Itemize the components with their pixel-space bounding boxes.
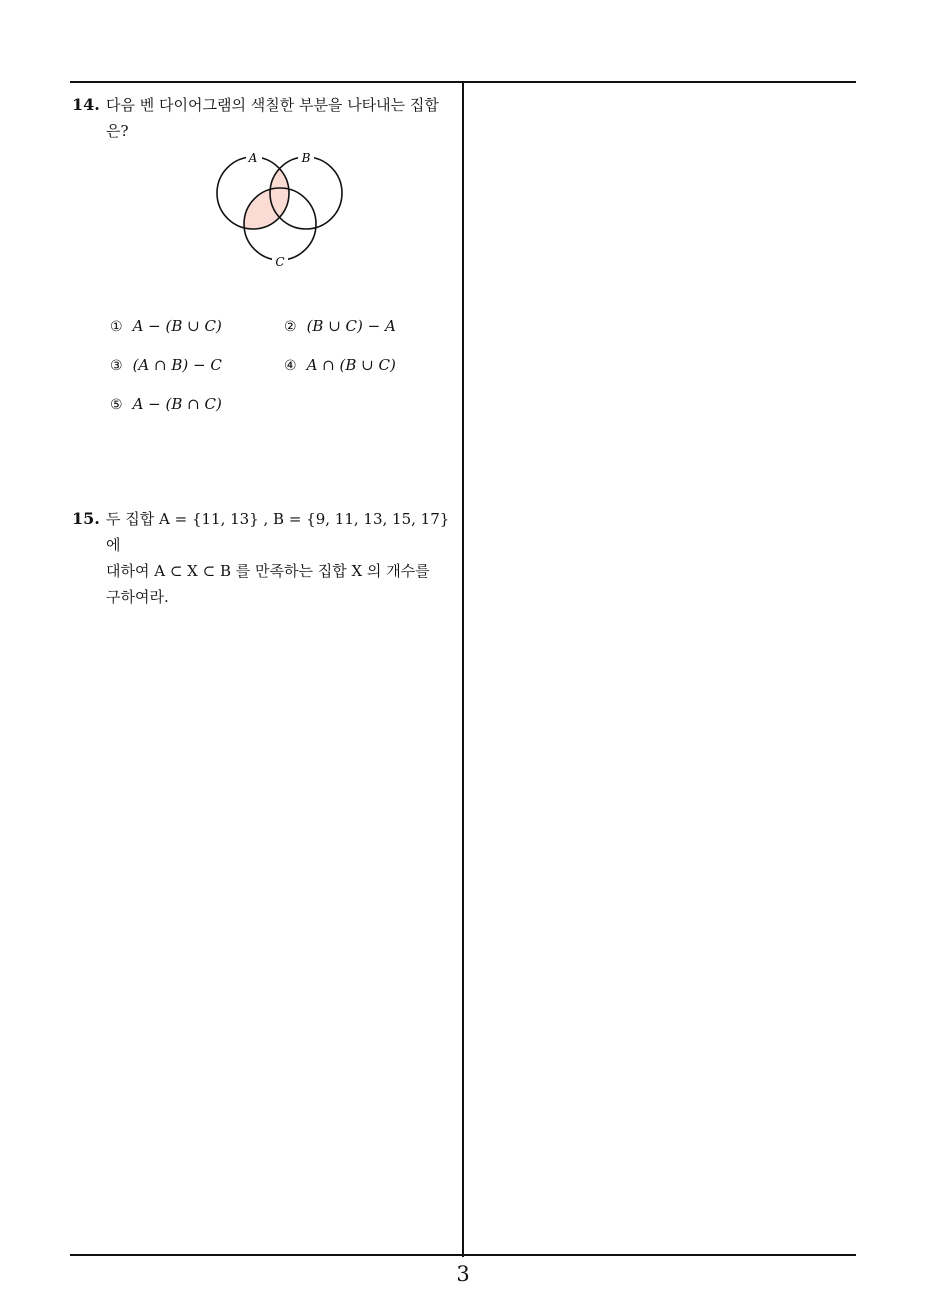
choice-4[interactable] (284, 356, 396, 374)
bottom-rule (70, 1254, 856, 1256)
problem-text: 다음 벤 다이어그램의 색칠한 부분을 나타내는 집합 은? (106, 96, 439, 140)
choice-mark: ⑤ (110, 397, 123, 413)
choice-text: A − (B ∩ C) (132, 395, 222, 413)
problem-text-line-1: 두 집합 A = {11, 13} , B = {9, 11, 13, 15, 17} 에 (106, 510, 450, 554)
choice-mark: ② (284, 319, 297, 335)
choice-5[interactable] (110, 395, 222, 413)
choice-2[interactable] (284, 317, 396, 335)
problem-text-line-2: 대하여 A ⊂ X ⊂ B 를 만족하는 집합 X 의 개수를 (106, 562, 430, 580)
choice-mark: ③ (110, 358, 123, 374)
venn-diagram (210, 148, 350, 276)
choice-1[interactable] (110, 317, 222, 335)
set-b-label: B (301, 151, 311, 165)
set-c-label: C (275, 255, 285, 269)
problem-number: 15. (72, 509, 100, 528)
choice-3[interactable] (110, 356, 222, 374)
choice-text: (B ∪ C) − A (306, 317, 396, 335)
choice-text: (A ∩ B) − C (132, 356, 222, 374)
choice-mark: ① (110, 319, 123, 335)
problem-15 (72, 506, 460, 610)
choice-text: A − (B ∪ C) (132, 317, 222, 335)
column-divider (462, 82, 464, 1257)
choice-text: A ∩ (B ∪ C) (306, 356, 396, 374)
set-a-label: A (248, 151, 258, 165)
problem-text-line-3: 구하여라. (106, 588, 169, 606)
problem-number: 14. (72, 95, 100, 114)
venn-shaded-region (244, 157, 342, 260)
problem-14 (72, 92, 460, 144)
page-number: 3 (456, 1262, 470, 1286)
choice-mark: ④ (284, 358, 297, 374)
